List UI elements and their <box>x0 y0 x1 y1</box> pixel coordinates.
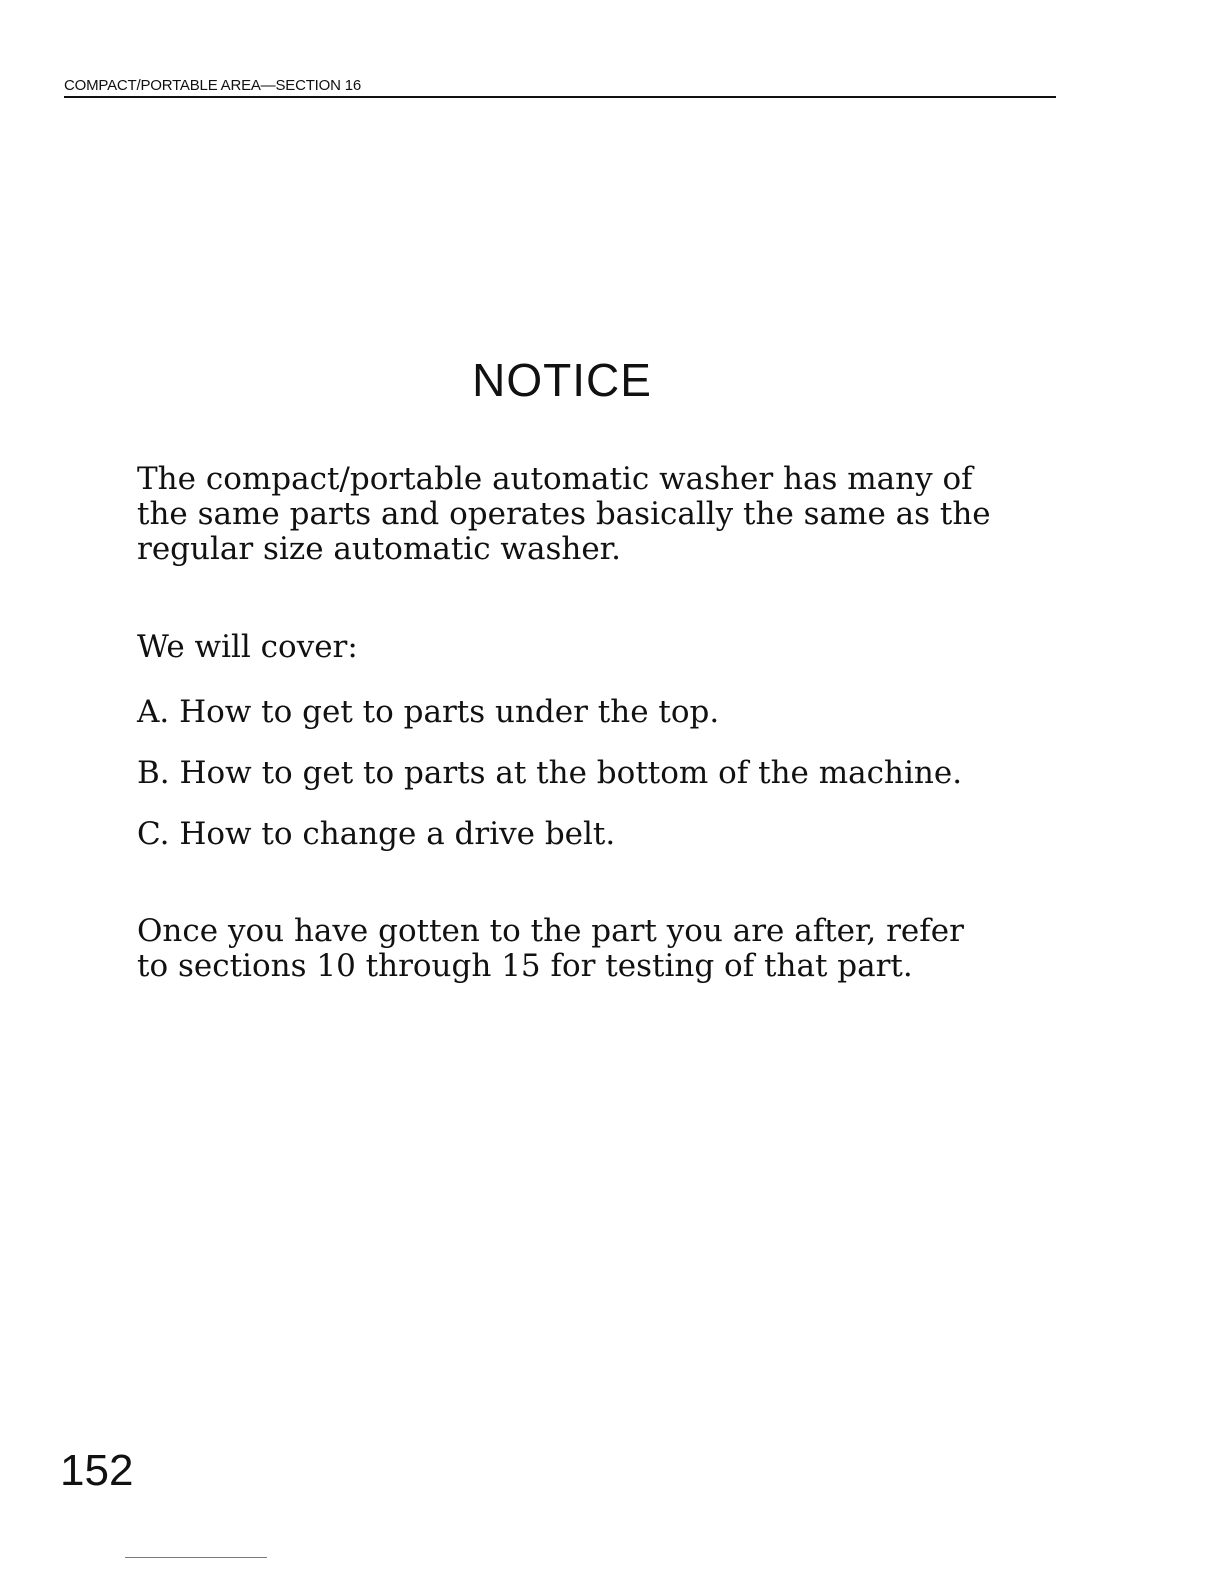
list-item: B. How to get to parts at the bottom of the machine. <box>137 755 963 791</box>
intro-paragraph: The compact/portable automatic washer has many of the same parts and operates basically the same as the regular size automatic washer. <box>137 461 991 567</box>
list-item: A. How to get to parts under the top. <box>137 694 720 730</box>
running-head: COMPACT/PORTABLE AREA—SECTION 16 <box>64 76 1056 98</box>
page-number: 152 <box>60 1446 134 1495</box>
closing-paragraph: Once you have gotten to the part you are after, refer to sections 10 through 15 for testing of that part. <box>137 913 964 984</box>
cover-list <box>137 692 997 875</box>
cover-heading: We will cover: <box>137 629 358 665</box>
bottom-rule <box>125 1557 267 1558</box>
page-title: NOTICE <box>472 354 652 406</box>
list-item: C. How to change a drive belt. <box>137 816 616 852</box>
